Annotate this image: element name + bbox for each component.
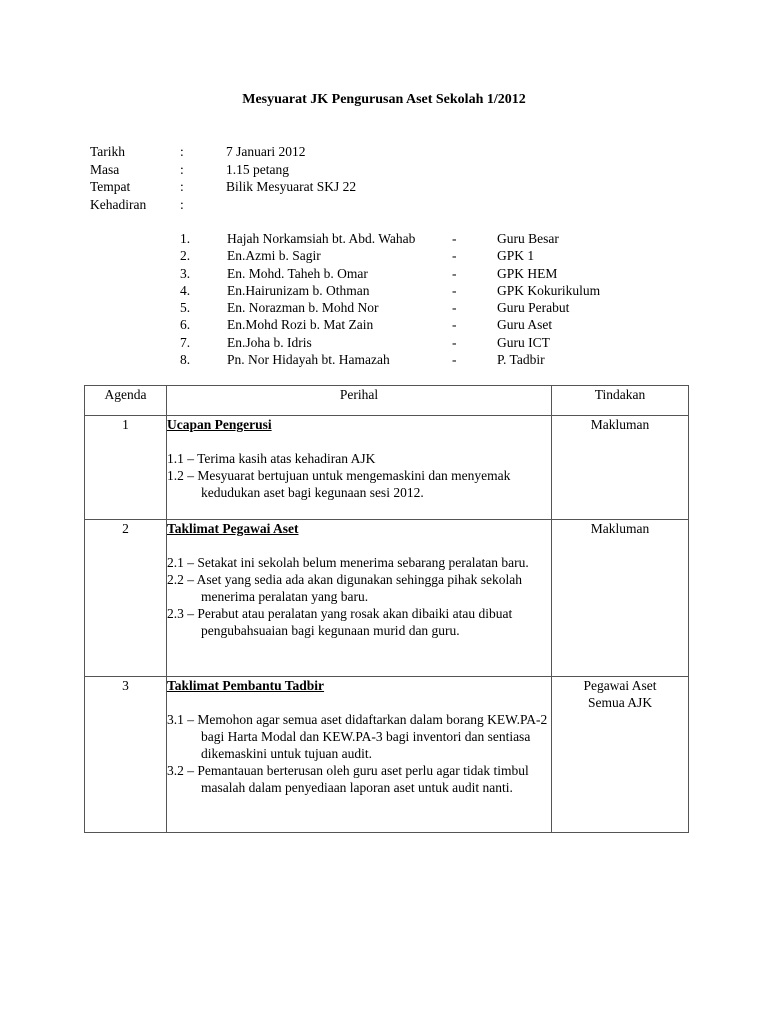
info-value: Bilik Mesyuarat SKJ 22 [226, 179, 357, 194]
attendee-number: 5. [180, 300, 191, 316]
attendee-row [180, 282, 697, 299]
attendee-name: Hajah Norkamsiah bt. Abd. Wahab [227, 231, 416, 246]
attendee-number: 3. [180, 265, 191, 281]
attendee-name: En. Norazman b. Mohd Nor [227, 300, 379, 316]
info-colon: : [180, 161, 184, 177]
attendee-role: GPK 1 [497, 248, 535, 264]
agenda-item: 1.2 – Mesyuarat bertujuan untuk mengemaskini dan menyemak kedudukan aset bagi kegunaan sesi 2012. [167, 468, 511, 500]
attendee-dash: - [452, 334, 457, 350]
meeting-info [90, 143, 526, 213]
attendee-row [180, 299, 697, 316]
attendee-dash: - [452, 231, 457, 246]
attendee-name: En. Mohd. Taheh b. Omar [227, 265, 368, 281]
info-value: 7 Januari 2012 [226, 144, 306, 159]
attendee-name: En.Joha b. Idris [227, 334, 312, 350]
attendee-number: 8. [180, 352, 191, 368]
agenda-action: Makluman [552, 416, 689, 520]
agenda-number: 1 [85, 416, 167, 520]
attendee-number: 6. [180, 317, 191, 333]
attendee-role: Guru Perabut [497, 300, 570, 316]
agenda-item: 3.2 – Pemantauan berterusan oleh guru aset perlu agar tidak timbul masalah dalam penyediaan laporan aset untuk audit nanti. [167, 763, 529, 795]
agenda-number: 3 [85, 677, 167, 833]
info-row-time [90, 161, 526, 179]
attendee-name: En.Hairunizam b. Othman [227, 282, 370, 298]
attendee-number: 1. [180, 231, 191, 246]
attendee-dash: - [452, 265, 457, 281]
header-agenda: Agenda [85, 386, 167, 416]
info-label: Tempat [90, 179, 131, 194]
agenda-item: 1.1 – Terima kasih atas kehadiran AJK [167, 451, 376, 466]
attendee-row [180, 230, 697, 247]
agenda-number: 2 [85, 520, 167, 677]
agenda-item: 3.1 – Memohon agar semua aset didaftarkan dalam borang KEW.PA-2 bagi Harta Modal dan KEW.PA-3 bagi inventori dan sentiasa dikemaskini untuk tujuan audit. [167, 712, 548, 761]
info-value: 1.15 petang [226, 161, 289, 177]
agenda-description [167, 416, 552, 520]
table-header-row [85, 386, 689, 416]
table-row [85, 416, 689, 520]
table-row [85, 520, 689, 677]
attendee-role: GPK HEM [497, 265, 558, 281]
info-colon: : [180, 144, 184, 159]
attendee-row [180, 351, 697, 368]
attendee-name: En.Mohd Rozi b. Mat Zain [227, 317, 374, 333]
agenda-item: 2.3 – Perabut atau peralatan yang rosak akan dibaiki atau dibuat pengubahsuaian bagi kegunaan murid dan guru. [167, 606, 513, 638]
agenda-action: Makluman [552, 520, 689, 677]
attendee-role: GPK Kokurikulum [497, 282, 601, 298]
attendee-dash: - [452, 248, 457, 264]
attendee-row [180, 334, 697, 351]
info-colon: : [180, 196, 184, 212]
attendee-row [180, 316, 697, 333]
attendee-role: Guru Aset [497, 317, 553, 333]
attendee-row [180, 247, 697, 264]
attendee-role: P. Tadbir [497, 352, 545, 368]
attendee-dash: - [452, 300, 457, 316]
agenda-description [167, 677, 552, 833]
agenda-description [167, 520, 552, 677]
info-row-date [90, 143, 526, 161]
attendee-dash: - [452, 317, 457, 333]
attendee-dash: - [452, 282, 457, 298]
info-label: Tarikh [90, 144, 126, 159]
header-perihal: Perihal [167, 386, 552, 416]
attendee-name: En.Azmi b. Sagir [227, 248, 321, 264]
info-row-attendance [90, 196, 526, 214]
attendee-role: Guru ICT [497, 334, 550, 350]
agenda-action [552, 677, 689, 833]
section-title: Ucapan Pengerusi [167, 417, 272, 432]
agenda-table [84, 385, 689, 833]
attendee-dash: - [452, 352, 457, 368]
agenda-item: 2.2 – Aset yang sedia ada akan digunakan sehingga pihak sekolah menerima peralatan yang baru. [167, 572, 523, 604]
section-title: Taklimat Pembantu Tadbir [167, 678, 325, 693]
attendee-role: Guru Besar [497, 231, 559, 246]
info-value [226, 196, 526, 214]
attendee-number: 7. [180, 334, 191, 350]
attendee-name: Pn. Nor Hidayah bt. Hamazah [227, 352, 390, 368]
info-colon: : [180, 179, 184, 194]
attendee-number: 4. [180, 282, 191, 298]
table-row [85, 677, 689, 833]
agenda-action-text: Pegawai Aset Semua AJK [583, 678, 657, 710]
agenda-item: 2.1 – Setakat ini sekolah belum menerima sebarang peralatan baru. [167, 555, 529, 570]
header-tindakan: Tindakan [552, 386, 689, 416]
info-label: Kehadiran [90, 196, 147, 212]
info-label: Masa [90, 161, 120, 177]
section-title: Taklimat Pegawai Aset [167, 521, 299, 536]
attendee-row [180, 265, 697, 282]
attendee-number: 2. [180, 248, 191, 264]
document-title: Mesyuarat JK Pengurusan Aset Sekolah 1/2012 [242, 92, 526, 107]
attendee-list [180, 230, 697, 368]
info-row-place [90, 178, 526, 196]
